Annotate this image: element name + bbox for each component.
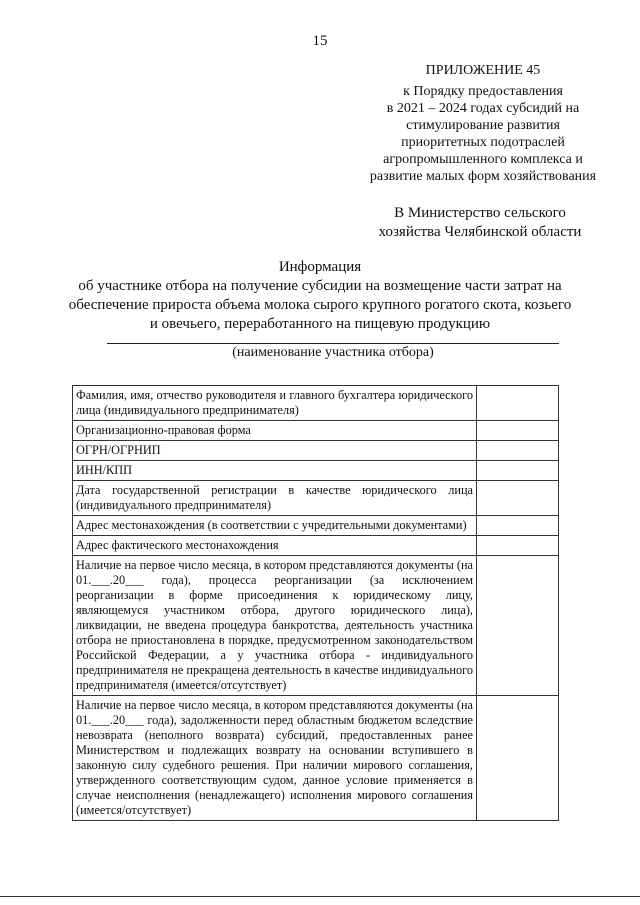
table-row (73, 441, 559, 461)
participant-name-caption: (наименование участника отбора) (232, 345, 434, 360)
participant-info-table (72, 385, 559, 821)
table-row (73, 481, 559, 516)
recipient-line: хозяйства Челябинской области (378, 224, 582, 240)
heading-line: и овечьего, переработанного на пищевую продукцию (149, 316, 491, 332)
recipient-line: В Министерство сельского (394, 205, 566, 221)
heading-line: обеспечение прироста объема молока сырого крупного рогатого скота, козьего (68, 297, 572, 313)
row-value-cell[interactable] (477, 536, 559, 556)
page-number: 15 (312, 33, 328, 49)
appendix-line: к Порядку предоставления (403, 84, 563, 99)
appendix-line: развитие малых форм хозяйствования (369, 169, 597, 184)
row-label: ИНН/КПП (73, 461, 477, 481)
row-value-cell[interactable] (477, 696, 559, 821)
table-row (73, 516, 559, 536)
row-label: ОГРН/ОГРНИП (73, 441, 477, 461)
table-row (73, 536, 559, 556)
row-label: Адрес фактического местонахождения (73, 536, 477, 556)
row-value-cell[interactable] (477, 386, 559, 421)
table-row (73, 696, 559, 821)
appendix-title: ПРИЛОЖЕНИЕ 45 (425, 63, 541, 78)
table-row (73, 556, 559, 696)
row-value-cell[interactable] (477, 461, 559, 481)
appendix-line: стимулирование развития (406, 118, 560, 133)
row-label: Дата государственной регистрации в качестве юридического лица (индивидуального предпринимателя) (73, 481, 477, 516)
heading-line: об участнике отбора на получение субсидии на возмещение части затрат на (78, 278, 562, 294)
table-row (73, 421, 559, 441)
row-value-cell[interactable] (477, 516, 559, 536)
row-label: Фамилия, имя, отчество руководителя и главного бухгалтера юридического лица (индивидуального предпринимателя) (73, 386, 477, 421)
recipient-block (340, 204, 620, 242)
row-value-cell[interactable] (477, 481, 559, 516)
row-label: Наличие на первое число месяца, в котором представляются документы (на 01.___.20___ года), задолженности перед областным бюджетом вследствие невозврата (неполного возврата) субсидий, предоставленных ранее Министерством и подлежащих возврату на основании вступившего в законную силу судебного решения. При наличии мирового соглашения, утвержденного соответствующим судом, данное условие применяется в случае неисполнения (ненадлежащего) исполнения мирового соглашения (имеется/отсутствует) (73, 696, 477, 821)
participant-name-line[interactable] (107, 343, 559, 344)
appendix-line: агропромышленного комплекса и (383, 152, 583, 167)
row-value-cell[interactable] (477, 441, 559, 461)
row-label: Адрес местонахождения (в соответствии с учредительными документами) (73, 516, 477, 536)
table-row (73, 386, 559, 421)
heading-title: Информация (278, 259, 362, 275)
row-label: Организационно-правовая форма (73, 421, 477, 441)
row-label: Наличие на первое число месяца, в котором представляются документы (на 01.___.20___ года), процесса реорганизации (за исключением реорганизации в форме присоединения к юридическому лицу, являющемуся участником отбора, другого юридического лица), ликвидации, не введена процедура банкротства, деятельность участника отбора не приостановлена в порядке, предусмотренном законодательством Российской Федерации, а у участника отбора - индивидуального предпринимателя не прекращена деятельность в качестве индивидуального предпринимателя (имеется/отсутствует) (73, 556, 477, 696)
document-heading (60, 258, 580, 334)
appendix-line: приоритетных подотраслей (401, 135, 565, 150)
appendix-line: в 2021 – 2024 годах субсидий на (386, 101, 580, 116)
page-bottom-rule (0, 896, 640, 897)
row-value-cell[interactable] (477, 421, 559, 441)
row-value-cell[interactable] (477, 556, 559, 696)
table-row (73, 461, 559, 481)
